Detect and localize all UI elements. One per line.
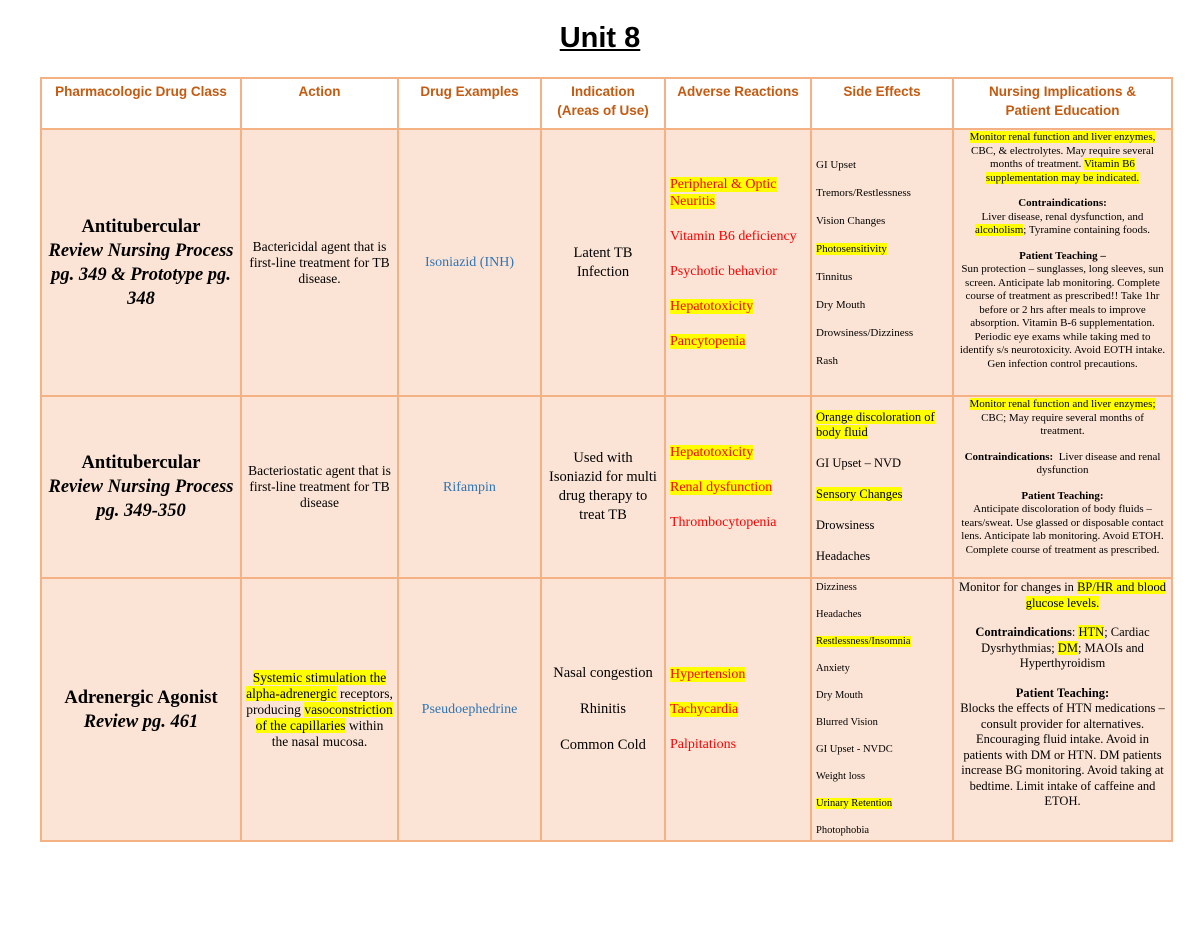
- nursing-patient-teaching: Patient Teaching – Sun protection – sunglasses, long sleeves, sun screen. Anticipate lab monitoring. Complete course of treatment as prescribed!! Take 1hr before or 2 hrs after meals to improve absorption. Vitamin B-6 supplementation. Periodic eye exams while taking med to identify s/s neurotoxicity. Avoid EOTH intake. Gen infection control precautions.: [959, 249, 1166, 370]
- side-effects-cell: [811, 396, 953, 578]
- nursing-cell: [953, 129, 1172, 396]
- action-cell: Bacteriostatic agent that is first-line treatment for TB disease: [241, 396, 398, 578]
- side-effects-cell: [811, 578, 953, 841]
- nursing-contraindications: Contraindications: Liver disease and renal dysfunction: [964, 450, 1161, 476]
- side-effect-item: Headaches: [816, 609, 862, 620]
- indication-cell: [541, 396, 665, 578]
- table-row: [41, 396, 1172, 578]
- side-effect-item: Sensory Changes: [816, 487, 903, 501]
- side-effect-item: GI Upset: [816, 158, 857, 171]
- nursing-cell: [953, 396, 1172, 578]
- page-title: Unit 8: [559, 22, 641, 54]
- adverse-reactions-cell: [665, 396, 811, 578]
- drug-example: Rifampin: [398, 396, 541, 578]
- table-row: [41, 578, 1172, 841]
- side-effect-item: Drowsiness/Dizziness: [816, 326, 914, 339]
- drug-class-ref: Review pg. 461: [83, 711, 199, 732]
- adverse-reactions-cell: [665, 578, 811, 841]
- side-effect-item: Headaches: [816, 549, 871, 563]
- adverse-reactions-cell: [665, 129, 811, 396]
- header-adverse-reactions: Adverse Reactions: [665, 78, 811, 129]
- drug-example: Isoniazid (INH): [398, 129, 541, 396]
- side-effect-item: Photosensitivity: [816, 242, 887, 255]
- header-side-effects: Side Effects: [811, 78, 953, 129]
- side-effect-item: Drowsiness: [816, 518, 875, 532]
- indication-item: Rhinitis: [580, 701, 626, 717]
- side-effect-item: Rash: [816, 354, 838, 367]
- action-cell: Systemic stimulation the alpha-adrenergic receptors, producing vasoconstriction of the capillaries within the nasal mucosa.: [241, 578, 398, 841]
- header-drug-examples: Drug Examples: [398, 78, 541, 129]
- nursing-contraindications: Contraindications: Liver disease, renal dysfunction, and alcoholism; Tyramine containing foods.: [974, 197, 1150, 236]
- drug-class-cell: [41, 129, 241, 396]
- drug-example: Pseudoephedrine: [398, 578, 541, 841]
- adverse-item: Hepatotoxicity: [670, 298, 754, 314]
- header-indication: Indication (Areas of Use): [541, 78, 665, 129]
- side-effect-item: GI Upset - NVDC: [816, 744, 893, 755]
- nursing-monitor: Monitor renal function and liver enzymes; CBC; May require several months of treatment.: [969, 398, 1156, 437]
- side-effect-item: Dizziness: [816, 582, 857, 593]
- side-effect-item: Urinary Retention: [816, 798, 893, 809]
- side-effect-item: Photophobia: [816, 825, 870, 836]
- drug-class-cell: [41, 578, 241, 841]
- indication-item: Used with Isoniazid for multi drug therapy to treat TB: [549, 450, 657, 523]
- indication-cell: [541, 578, 665, 841]
- drug-class-name: Adrenergic Agonist: [64, 687, 218, 708]
- side-effect-item: Dry Mouth: [816, 690, 863, 701]
- side-effect-item: Tremors/Restlessness: [816, 186, 911, 199]
- nursing-cell: [953, 578, 1172, 841]
- indication-cell: [541, 129, 665, 396]
- drug-class-cell: [41, 396, 241, 578]
- nursing-contraindications: Contraindications: HTN; Cardiac Dysrhythmias; DM; MAOIs and Hyperthyroidism: [975, 625, 1150, 670]
- adverse-item: Hepatotoxicity: [670, 444, 754, 460]
- adverse-item: Peripheral & Optic Neuritis: [670, 176, 777, 209]
- nursing-patient-teaching: Patient Teaching: Blocks the effects of HTN medications – consult provider for alternatives. Encouraging fluid intake. Avoid in patients with DM or HTN. DM patients increase BG monitoring. Avoid taking at bedtime. Limit intake of caffeine and ETOH.: [960, 685, 1165, 808]
- header-action: Action: [241, 78, 398, 129]
- drug-class-ref: Review Nursing Process pg. 349-350: [48, 477, 234, 521]
- side-effect-item: Tinnitus: [816, 270, 853, 283]
- adverse-item: Palpitations: [670, 737, 737, 752]
- drug-class-name: Antitubercular: [81, 216, 201, 237]
- adverse-item: Tachycardia: [670, 702, 739, 717]
- side-effect-item: GI Upset – NVD: [816, 456, 902, 470]
- side-effect-item: Dry Mouth: [816, 298, 866, 311]
- adverse-item: Hypertension: [670, 667, 746, 682]
- adverse-item: Vitamin B6 deficiency: [670, 228, 797, 244]
- action-cell: Bactericidal agent that is first-line treatment for TB disease.: [241, 129, 398, 396]
- side-effect-item: Vision Changes: [816, 214, 886, 227]
- adverse-item: Thrombocytopenia: [670, 514, 777, 530]
- side-effect-item: Orange discoloration of body fluid: [816, 410, 935, 439]
- side-effect-item: Restlessness/Insomnia: [816, 636, 911, 647]
- nursing-monitor: Monitor renal function and liver enzymes, CBC, & electrolytes. May require several months of treatment. Vitamin B6 supplementation may be indicated.: [969, 131, 1156, 184]
- header-row: [41, 78, 1172, 129]
- header-drug-class: Pharmacologic Drug Class: [41, 78, 241, 129]
- side-effect-item: Weight loss: [816, 771, 866, 782]
- nursing-patient-teaching: Patient Teaching: Anticipate discoloration of body fluids – tears/sweat. Use glassed or disposable contact lens. Anticipate lab monitoring. Avoid ETOH. Complete course of treatment as prescribed.: [961, 489, 1164, 556]
- table-row: [41, 129, 1172, 396]
- drug-class-ref: Review Nursing Process pg. 349 & Prototype pg. 348: [48, 240, 234, 309]
- header-nursing-implications: Nursing Implications & Patient Education: [953, 78, 1172, 129]
- indication-item: Nasal congestion: [553, 665, 653, 681]
- side-effects-cell: [811, 129, 953, 396]
- nursing-monitor: Monitor for changes in BP/HR and blood glucose levels.: [959, 580, 1166, 610]
- adverse-item: Renal dysfunction: [670, 479, 773, 495]
- side-effect-item: Blurred Vision: [816, 717, 878, 728]
- drug-class-name: Antitubercular: [81, 453, 201, 473]
- adverse-item: Pancytopenia: [670, 333, 746, 349]
- adverse-item: Psychotic behavior: [670, 263, 777, 279]
- indication-item: Common Cold: [560, 737, 646, 753]
- side-effect-item: Anxiety: [816, 663, 850, 674]
- indication-item: Latent TB Infection: [573, 244, 633, 280]
- drug-table: [40, 77, 1173, 842]
